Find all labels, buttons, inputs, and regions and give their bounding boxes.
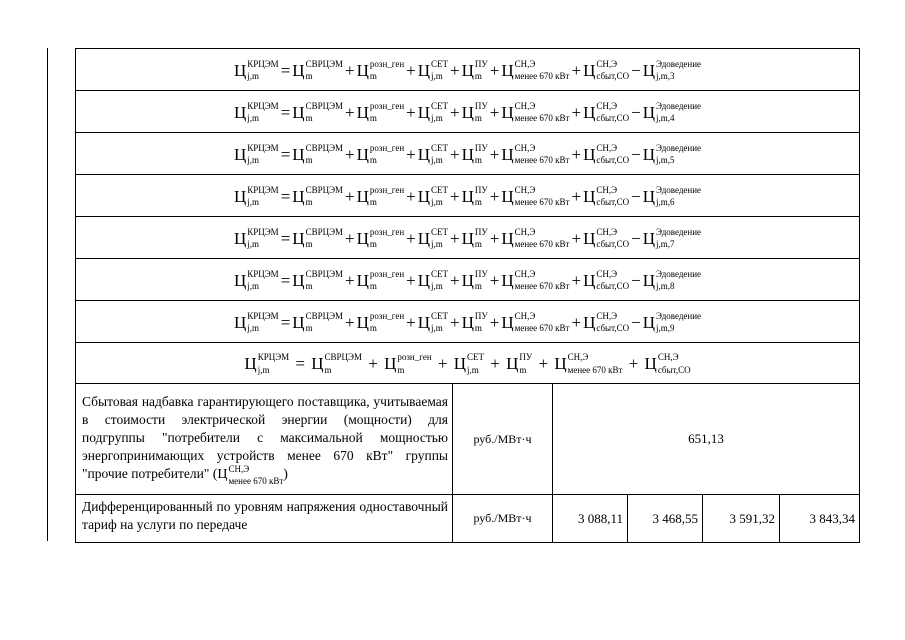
equals-sign: =	[280, 102, 291, 122]
sub-text: m	[324, 364, 332, 375]
symbol-c: Ц	[233, 186, 247, 206]
equals-sign: =	[280, 312, 291, 332]
sub-text: j,m	[467, 364, 479, 375]
plus-sign: +	[406, 144, 416, 164]
sub-text: m	[369, 155, 377, 166]
sub-text: m	[474, 239, 482, 250]
sub-text: j,m	[257, 364, 270, 375]
margin-line	[47, 48, 48, 541]
tariff-value: 3 591,32	[703, 495, 780, 543]
symbol-c: Ц	[233, 144, 247, 164]
sub-text: j,m	[431, 197, 443, 208]
sub-text: j,m	[431, 155, 443, 166]
sup-text: Эдоведение	[655, 268, 702, 279]
formula	[234, 312, 701, 332]
symbol-c: Ц	[233, 312, 247, 332]
sub-text: m	[305, 113, 313, 124]
symbol-c: Ц	[233, 270, 247, 290]
plus-sign: +	[450, 270, 460, 290]
symbol-c: Ц	[292, 312, 305, 332]
sub-text: m	[397, 364, 405, 375]
sub-text: j,m	[431, 323, 443, 334]
formula	[234, 270, 701, 290]
sup-text: СН,Э	[596, 310, 618, 321]
symbol-c: Ц	[233, 228, 247, 248]
symbol-c: Ц	[417, 270, 431, 290]
sub-text: m	[474, 113, 482, 124]
sub-text: j,m	[431, 239, 443, 250]
plus-sign: +	[571, 144, 582, 164]
symbol-c: Ц	[417, 228, 431, 248]
sup-text: СН,Э	[514, 310, 536, 321]
sub-text: менее 670 кВт	[228, 476, 284, 487]
symbol-c: Ц	[501, 102, 514, 122]
sup-text: СВРЦЭМ	[305, 268, 344, 279]
sub-text: сбыт,СО	[596, 197, 630, 208]
formula	[234, 228, 701, 248]
sup-text: ПУ	[474, 226, 488, 237]
sup-text: ПУ	[474, 142, 488, 153]
plus-sign: +	[571, 312, 582, 332]
sup-text: СН,Э	[514, 184, 536, 195]
sub-text: m	[369, 239, 377, 250]
sup-text: СЕТ	[431, 58, 449, 69]
sup-text: Эдоведение	[655, 142, 702, 153]
symbol-c: Ц	[233, 60, 247, 80]
formula-row-final	[76, 343, 860, 384]
sup-text: СЕТ	[467, 352, 485, 363]
symbol-c: Ц	[244, 354, 257, 374]
sup-text: ПУ	[474, 58, 488, 69]
formula-cell	[76, 259, 860, 301]
formula-cell	[76, 301, 860, 343]
sup-text: розн_ген	[397, 352, 432, 363]
sub-text: сбыт,СО	[657, 364, 691, 375]
minus-sign: −	[631, 102, 641, 122]
sub-text: j,m	[247, 71, 259, 82]
sup-text: ПУ	[474, 184, 488, 195]
symbol-c: Ц	[417, 312, 431, 332]
plus-sign: +	[437, 354, 448, 374]
plus-sign: +	[450, 228, 460, 248]
sup-text: Эдоведение	[655, 184, 702, 195]
plus-sign: +	[571, 102, 582, 122]
sub-text: m	[369, 71, 377, 82]
symbol-c: Ц	[642, 186, 655, 206]
sup-text: СН,Э	[596, 226, 618, 237]
sup-text: розн_ген	[369, 310, 405, 321]
markup-description: Сбытовая надбавка гарантирующего поставщика, учитываемая в стоимости электрической энергии (мощности) для подгруппы "потребители с максимальной мощностью энергопринимающих устройств менее 670 кВт" группы "прочие потребители"	[82, 394, 448, 482]
formula-row	[76, 91, 860, 133]
plus-sign: +	[489, 102, 500, 122]
sub-text: m	[305, 155, 313, 166]
plus-sign: +	[490, 354, 500, 374]
plus-sign: +	[489, 270, 500, 290]
sub-text: m	[474, 323, 482, 334]
symbol-c: Ц	[356, 186, 369, 206]
sup-text: СВРЦЭМ	[305, 184, 344, 195]
equals-sign: =	[280, 270, 291, 290]
minus-sign: −	[631, 312, 641, 332]
sub-text: j,m,6	[655, 197, 675, 208]
plus-sign: +	[571, 186, 582, 206]
formula	[234, 60, 701, 80]
sub-text: сбыт,СО	[596, 113, 630, 124]
symbol-c: Ц	[356, 312, 369, 332]
equals-sign: =	[280, 228, 291, 248]
plus-sign: +	[450, 144, 460, 164]
plus-sign: +	[345, 270, 355, 290]
plus-sign: +	[571, 270, 582, 290]
equals-sign: =	[280, 144, 291, 164]
symbol-c: Ц	[461, 270, 474, 290]
symbol-c: Ц	[292, 60, 305, 80]
sub-text: сбыт,СО	[596, 71, 630, 82]
formula-cell	[76, 49, 860, 91]
plus-sign: +	[489, 228, 500, 248]
row-index: 5	[670, 155, 675, 166]
plus-sign: +	[489, 186, 500, 206]
tariff-unit: руб./МВт·ч	[453, 495, 553, 543]
formula	[234, 144, 701, 164]
symbol-c: Ц	[506, 354, 519, 374]
sub-text: m	[305, 281, 313, 292]
symbol-c: Ц	[417, 60, 431, 80]
plus-sign: +	[489, 144, 500, 164]
sup-text: СН,Э	[514, 58, 536, 69]
plus-sign: +	[345, 186, 355, 206]
symbol-c: Ц	[642, 228, 655, 248]
symbol-c: Ц	[417, 186, 431, 206]
symbol-c: Ц	[501, 144, 514, 164]
sub-text: j,m,5	[655, 155, 675, 166]
symbol-c: Ц	[233, 102, 247, 122]
symbol-c: Ц	[642, 312, 655, 332]
sub-text: сбыт,СО	[596, 281, 630, 292]
sup-text: розн_ген	[369, 226, 405, 237]
symbol-c: Ц	[311, 354, 324, 374]
symbol-c: Ц	[642, 144, 655, 164]
sup-text: СН,Э	[596, 268, 618, 279]
symbol-c: Ц	[583, 186, 596, 206]
tariff-value: 3 843,34	[780, 495, 860, 543]
symbol-c: Ц	[461, 228, 474, 248]
sup-text: КРЦЭМ	[247, 268, 279, 279]
sub-text: менее 670 кВт	[514, 113, 570, 124]
sup-text: СЕТ	[431, 268, 449, 279]
sub-text: j,m	[431, 71, 443, 82]
markup-description-cell	[76, 384, 453, 495]
sub-text: j,m	[247, 155, 259, 166]
sup-text: КРЦЭМ	[247, 58, 279, 69]
sub-text: m	[369, 113, 377, 124]
symbol-c: Ц	[356, 270, 369, 290]
sub-text: j,m	[247, 323, 259, 334]
plus-sign: +	[406, 60, 416, 80]
sup-text: СВРЦЭМ	[305, 100, 344, 111]
sup-text: СВРЦЭМ	[324, 352, 362, 363]
symbol-c: Ц	[642, 102, 655, 122]
plus-sign: +	[538, 354, 549, 374]
tariff-table	[75, 48, 860, 543]
minus-sign: −	[631, 60, 641, 80]
sup-text: ПУ	[474, 310, 488, 321]
formula-cell	[76, 175, 860, 217]
sub-text: менее 670 кВт	[514, 71, 570, 82]
sub-text: менее 670 кВт	[514, 239, 570, 250]
sup-text: СВРЦЭМ	[305, 310, 344, 321]
sub-text: j,m,8	[655, 281, 675, 292]
sup-text: СН,Э	[596, 100, 618, 111]
tariff-value: 3 088,11	[553, 495, 628, 543]
sup-text: СЕТ	[431, 142, 449, 153]
equals-sign: =	[280, 186, 291, 206]
sub-text: m	[369, 281, 377, 292]
symbol-c: Ц	[292, 144, 305, 164]
plus-sign: +	[406, 228, 416, 248]
plus-sign: +	[571, 60, 582, 80]
sub-text: j,m	[247, 113, 259, 124]
symbol-c: Ц	[583, 270, 596, 290]
sub-text: сбыт,СО	[596, 155, 630, 166]
sup-text: СН,Э	[514, 142, 536, 153]
sub-text: j,m,4	[655, 113, 675, 124]
symbol-c: Ц	[461, 144, 474, 164]
tariff-row	[76, 495, 860, 543]
row-index: 7	[670, 239, 675, 250]
sup-text: розн_ген	[369, 184, 405, 195]
symbol-c: Ц	[384, 354, 397, 374]
formula-row	[76, 301, 860, 343]
sub-text: m	[474, 155, 482, 166]
sub-text: менее 670 кВт	[514, 155, 570, 166]
sup-text: СН,Э	[596, 142, 618, 153]
formula-cell-final	[76, 343, 860, 384]
sub-text: m	[305, 323, 313, 334]
symbol-c: Ц	[356, 102, 369, 122]
formula-row	[76, 49, 860, 91]
sup-text: розн_ген	[369, 58, 405, 69]
sub-text: менее 670 кВт	[514, 281, 570, 292]
sup-text: Эдоведение	[655, 100, 702, 111]
sub-text: j,m	[431, 113, 443, 124]
symbol-c: Ц	[642, 270, 655, 290]
sub-text: сбыт,СО	[596, 239, 630, 250]
plus-sign: +	[345, 312, 355, 332]
tariff-description: Дифференцированный по уровням напряжения одноставочный тариф на услуги по передаче	[76, 495, 453, 543]
row-index: 3	[670, 71, 675, 82]
sup-text: КРЦЭМ	[257, 352, 290, 363]
formula-final	[244, 354, 690, 374]
sup-text: розн_ген	[369, 100, 405, 111]
symbol-c: Ц	[583, 144, 596, 164]
plus-sign: +	[489, 312, 500, 332]
symbol-c: Ц	[554, 354, 567, 374]
sup-text: СН,Э	[657, 352, 679, 363]
sup-text: СВРЦЭМ	[305, 226, 344, 237]
sup-text: Эдоведение	[655, 310, 702, 321]
symbol-c: Ц	[583, 102, 596, 122]
sub-text: m	[369, 197, 377, 208]
plus-sign: +	[406, 102, 416, 122]
equals-sign: =	[295, 354, 305, 374]
sub-text: j,m	[247, 197, 259, 208]
formula-row	[76, 175, 860, 217]
sup-text: КРЦЭМ	[247, 100, 279, 111]
sub-text: m	[305, 239, 313, 250]
sup-text: СЕТ	[431, 310, 449, 321]
sup-text: ПУ	[474, 100, 488, 111]
sup-text: КРЦЭМ	[247, 184, 279, 195]
sub-text: j,m	[431, 281, 443, 292]
formula	[234, 186, 701, 206]
markup-value: 651,13	[553, 384, 860, 495]
sup-text: СН,Э	[596, 58, 618, 69]
sub-text: сбыт,СО	[596, 323, 630, 334]
symbol-c: Ц	[501, 312, 514, 332]
plus-sign: +	[368, 354, 378, 374]
tariff-value: 3 468,55	[628, 495, 703, 543]
row-index: 9	[670, 323, 675, 334]
symbol-c: Ц	[583, 228, 596, 248]
minus-sign: −	[631, 270, 641, 290]
sup-text: КРЦЭМ	[247, 226, 279, 237]
symbol-c: Ц	[642, 60, 655, 80]
formula-cell	[76, 217, 860, 259]
plus-sign: +	[406, 270, 416, 290]
sub-text: m	[474, 281, 482, 292]
sub-text: j,m	[247, 281, 259, 292]
sup-text: СВРЦЭМ	[305, 58, 344, 69]
sub-text: m	[305, 71, 313, 82]
sub-text: m	[474, 71, 482, 82]
sup-text: СВРЦЭМ	[305, 142, 344, 153]
plus-sign: +	[345, 102, 355, 122]
minus-sign: −	[631, 186, 641, 206]
plus-sign: +	[450, 186, 460, 206]
symbol-c: Ц	[461, 60, 474, 80]
symbol-c: Ц	[461, 102, 474, 122]
symbol-c: Ц	[583, 312, 596, 332]
symbol-c: Ц	[583, 60, 596, 80]
sub-text: m	[369, 323, 377, 334]
sub-text: m	[474, 197, 482, 208]
formula-row	[76, 133, 860, 175]
symbol-c: Ц	[417, 102, 431, 122]
symbol-c: Ц	[461, 312, 474, 332]
formula-cell	[76, 133, 860, 175]
sup-text: ПУ	[474, 268, 488, 279]
sub-text: менее 670 кВт	[514, 197, 570, 208]
symbol-c: Ц	[453, 354, 467, 374]
sup-text: СЕТ	[431, 226, 449, 237]
minus-sign: −	[631, 144, 641, 164]
plus-sign: +	[345, 144, 355, 164]
formula-row	[76, 259, 860, 301]
sub-text: m	[305, 197, 313, 208]
markup-unit: руб./МВт·ч	[453, 384, 553, 495]
row-index: 8	[670, 281, 675, 292]
sup-text: СЕТ	[431, 100, 449, 111]
markup-row	[76, 384, 860, 495]
row-index: 4	[670, 113, 675, 124]
symbol-c: Ц	[292, 228, 305, 248]
formula	[234, 102, 701, 122]
sup-text: розн_ген	[369, 268, 405, 279]
symbol-c: Ц	[356, 228, 369, 248]
sup-text: СН,Э	[228, 463, 250, 474]
sup-text: КРЦЭМ	[247, 310, 279, 321]
row-index: 6	[670, 197, 675, 208]
sup-text: Эдоведение	[655, 226, 702, 237]
symbol-c: Ц	[501, 60, 514, 80]
symbol-c: Ц	[501, 186, 514, 206]
equals-sign: =	[280, 60, 291, 80]
sup-text: розн_ген	[369, 142, 405, 153]
sup-text: СН,Э	[596, 184, 618, 195]
formula-row	[76, 217, 860, 259]
plus-sign: +	[489, 60, 500, 80]
plus-sign: +	[450, 312, 460, 332]
sup-text: СН,Э	[567, 352, 589, 363]
markup-inline-formula: (Ц СН,Э менее 670 кВт )	[212, 463, 288, 487]
sup-text: СН,Э	[514, 268, 536, 279]
sup-text: Эдоведение	[655, 58, 702, 69]
symbol-c: Ц	[461, 186, 474, 206]
plus-sign: +	[571, 228, 582, 248]
symbol-c: Ц	[501, 270, 514, 290]
symbol-c: Ц	[292, 186, 305, 206]
sub-text: j,m,3	[655, 71, 675, 82]
plus-sign: +	[406, 312, 416, 332]
symbol-c: Ц	[356, 144, 369, 164]
sub-text: m	[519, 364, 527, 375]
plus-sign: +	[406, 186, 416, 206]
plus-sign: +	[450, 102, 460, 122]
plus-sign: +	[345, 228, 355, 248]
sub-text: j,m	[247, 239, 259, 250]
minus-sign: −	[631, 228, 641, 248]
sub-text: менее 670 кВт	[514, 323, 570, 334]
sub-text: менее 670 кВт	[567, 364, 623, 375]
symbol-c: Ц	[292, 270, 305, 290]
symbol-c: Ц	[417, 144, 431, 164]
sup-text: КРЦЭМ	[247, 142, 279, 153]
sup-text: СН,Э	[514, 226, 536, 237]
formula-cell	[76, 91, 860, 133]
symbol-c: Ц	[501, 228, 514, 248]
symbol-c: Ц	[356, 60, 369, 80]
sup-text: СЕТ	[431, 184, 449, 195]
sup-text: СН,Э	[514, 100, 536, 111]
plus-sign: +	[628, 354, 639, 374]
symbol-c: Ц	[292, 102, 305, 122]
plus-sign: +	[450, 60, 460, 80]
sub-text: j,m,9	[655, 323, 675, 334]
symbol-c: Ц	[644, 354, 657, 374]
plus-sign: +	[345, 60, 355, 80]
sub-text: j,m,7	[655, 239, 675, 250]
sup-text: ПУ	[519, 352, 533, 363]
